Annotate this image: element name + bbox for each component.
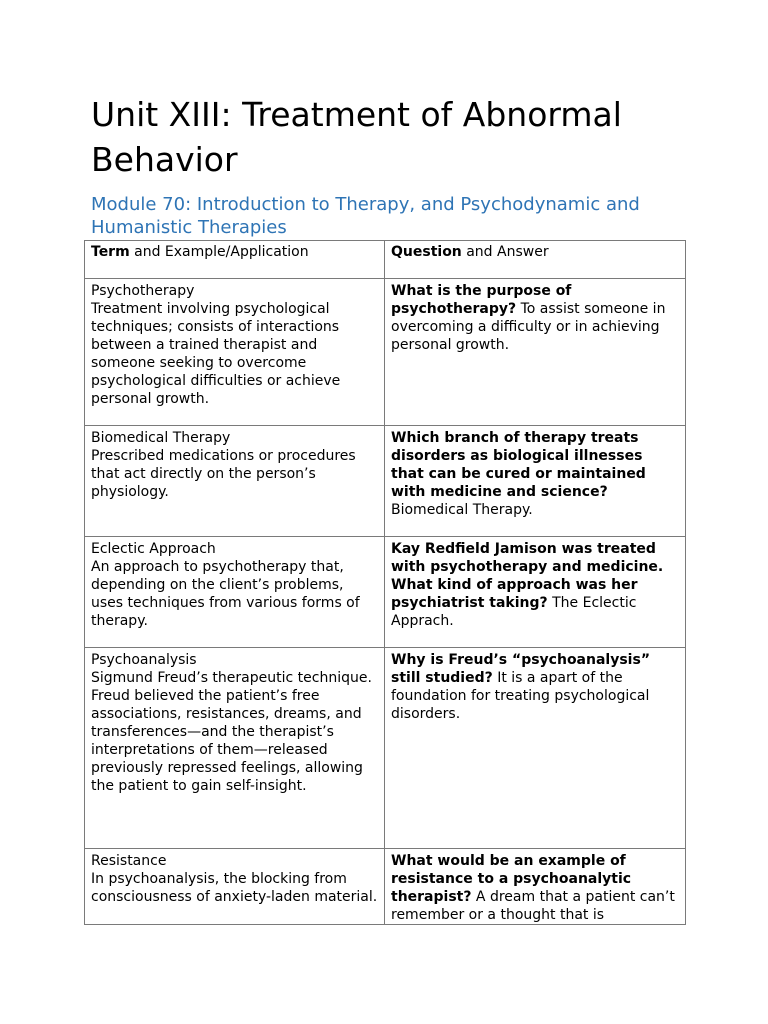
answer-text: To assist someone in overcoming a difficulty or in achieving personal growth. <box>391 301 666 353</box>
table-row <box>85 849 686 925</box>
terms-table <box>84 240 686 925</box>
term-cell <box>85 537 385 648</box>
term-cell <box>85 279 385 426</box>
term-cell <box>85 849 385 925</box>
table-row <box>85 426 686 537</box>
table-row <box>85 648 686 849</box>
module-heading: Module 70: Introduction to Therapy, and Psychodynamic and Humanistic Therapies <box>91 194 640 238</box>
question-text: What would be an example of resistance to a psychoanalytic therapist? <box>391 853 632 905</box>
term-definition: In psychoanalysis, the blocking from consciousness of anxiety-laden material. <box>91 871 378 905</box>
answer-text: A dream that a patient can’t remember or a thought that is <box>391 889 675 923</box>
header-term-rest: and Example/Application <box>129 244 309 260</box>
term-definition: Sigmund Freud’s therapeutic technique. Freud believed the patient’s free associations, resistances, dreams, and transferences—and the therapist’s interpretations of them—released previously repressed feelings, allowing the patient to gain self-insight. <box>91 670 372 794</box>
term-cell <box>85 648 385 849</box>
question-cell <box>385 426 686 537</box>
page-title: Unit XIII: Treatment of Abnormal Behavior <box>91 95 622 179</box>
answer-text: The Eclectic Apprach. <box>391 595 637 629</box>
term-definition: Prescribed medications or procedures that act directly on the person’s physiology. <box>91 448 356 500</box>
term-cell <box>85 426 385 537</box>
table-header-row <box>85 241 686 279</box>
header-cell-term <box>85 241 385 279</box>
question-text: Kay Redfield Jamison was treated with psychotherapy and medicine. What kind of approach was her psychiatrist taking? <box>391 541 664 611</box>
term-name: Resistance <box>91 853 167 869</box>
term-name: Psychoanalysis <box>91 652 197 668</box>
question-cell <box>385 648 686 849</box>
header-question-rest: and Answer <box>461 244 549 260</box>
table-row <box>85 537 686 648</box>
header-question-label: Question <box>391 244 462 260</box>
question-cell <box>385 849 686 925</box>
question-text: What is the purpose of psychotherapy? <box>391 283 572 317</box>
term-definition: Treatment involving psychological techniques; consists of interactions between a trained therapist and someone seeking to overcome psychological difficulties or achieve personal growth. <box>91 301 341 407</box>
table-row <box>85 279 686 426</box>
term-name: Psychotherapy <box>91 283 195 299</box>
question-text: Why is Freud’s “psychoanalysis” still studied? <box>391 652 651 686</box>
term-name: Biomedical Therapy <box>91 430 231 446</box>
header-term-label: Term <box>91 244 130 260</box>
question-text: Which branch of therapy treats disorders as biological illnesses that can be cured or maintained with medicine and science? <box>391 430 646 500</box>
answer-text: It is a apart of the foundation for treating psychological disorders. <box>391 670 650 722</box>
question-cell <box>385 537 686 648</box>
answer-text: Biomedical Therapy. <box>391 502 533 518</box>
header-cell-question <box>385 241 686 279</box>
term-definition: An approach to psychotherapy that, depending on the client’s problems, uses techniques from various forms of therapy. <box>91 559 360 629</box>
question-cell <box>385 279 686 426</box>
term-name: Eclectic Approach <box>91 541 216 557</box>
